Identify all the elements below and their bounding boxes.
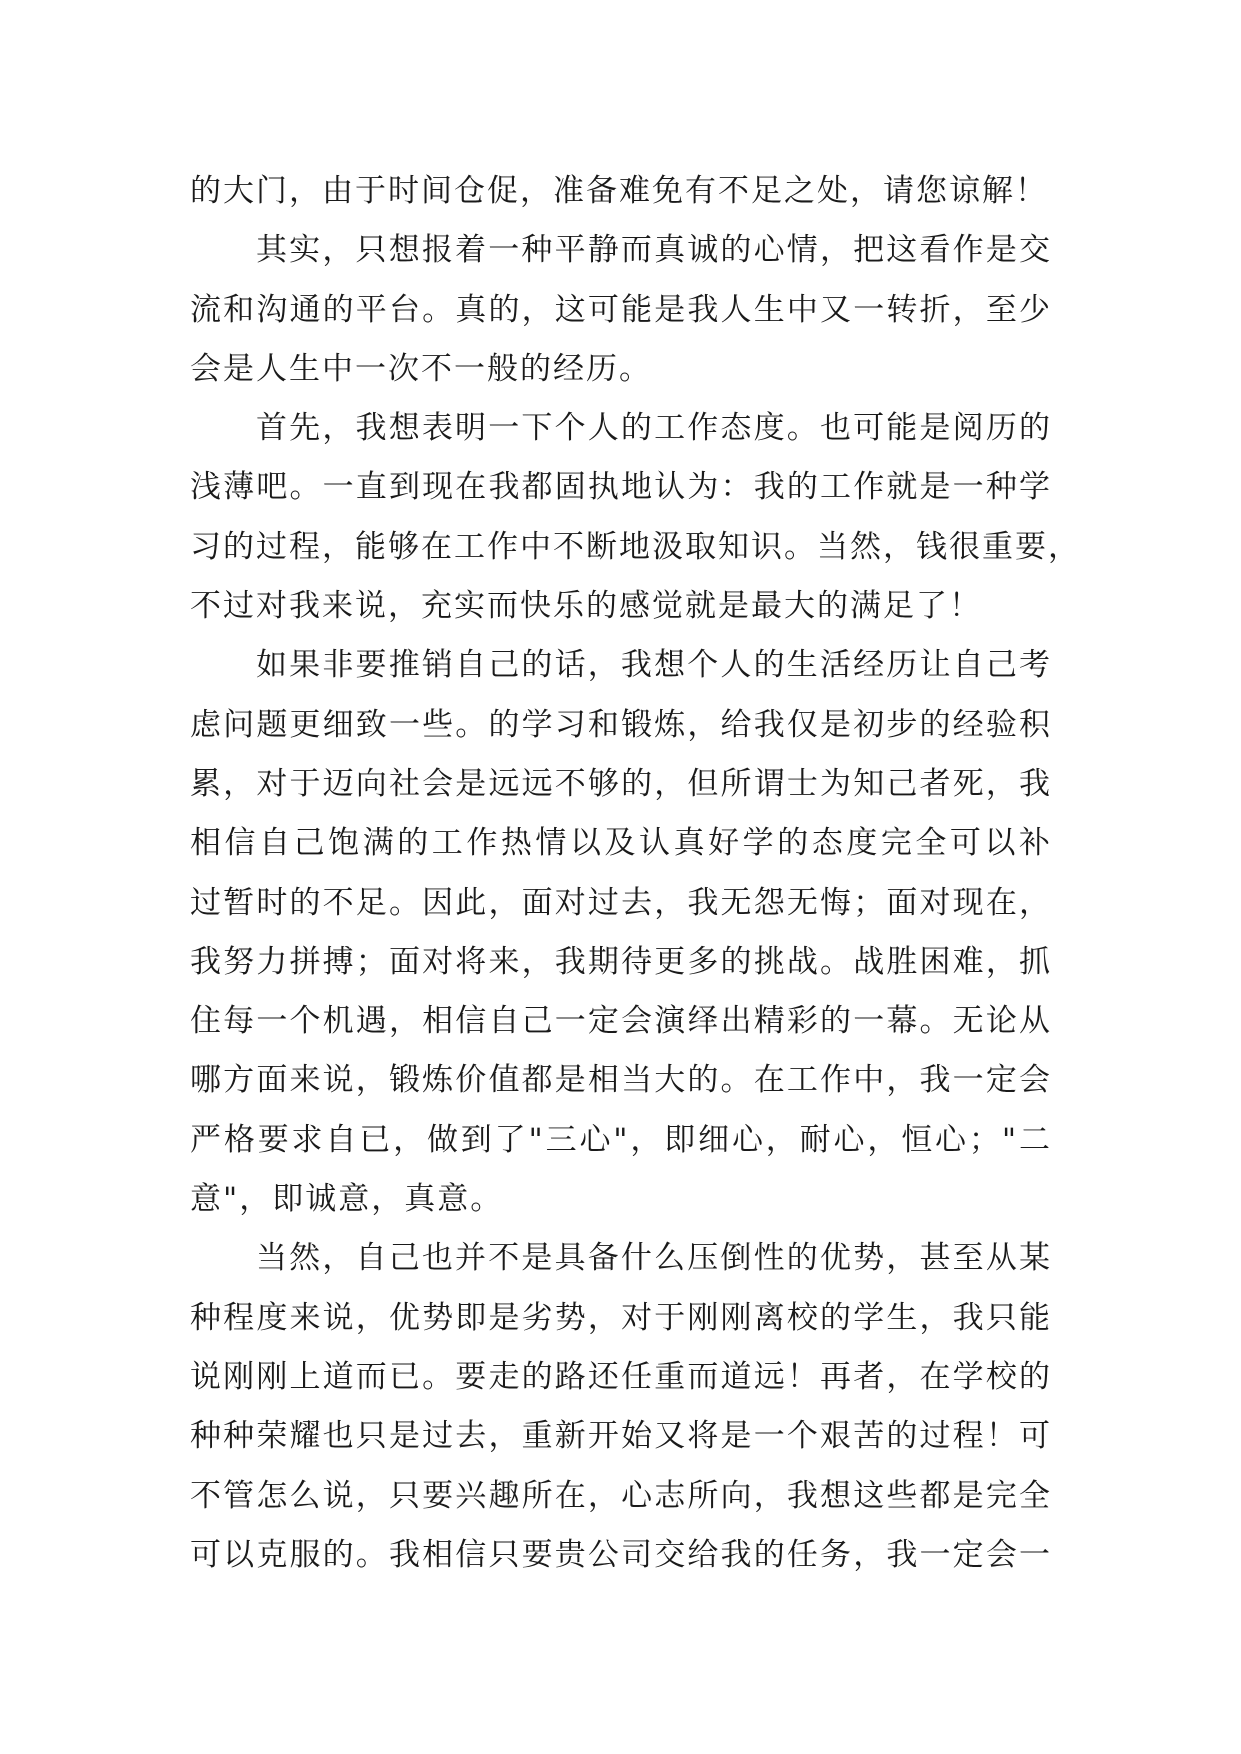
paragraph xyxy=(190,399,1081,636)
text-line: 浅薄吧。一直到现在我都固执地认为：我的工作就是一种学 xyxy=(190,469,1052,506)
text-line: 不管怎么说，只要兴趣所在，心志所向，我想这些都是完全 xyxy=(190,1477,1052,1514)
text-line: 住每一个机遇，相信自己一定会演绎出精彩的一幕。无论从 xyxy=(190,1003,1052,1040)
text-line: 种程度来说，优势即是劣势，对于刚刚离校的学生，我只能 xyxy=(190,1299,1052,1336)
paragraph xyxy=(190,1229,1052,1585)
text-line: 哪方面来说，锻炼价值都是相当大的。在工作中，我一定会 xyxy=(190,1062,1052,1099)
paragraph xyxy=(190,162,1052,221)
text-line: 首先，我想表明一下个人的工作态度。也可能是阅历的 xyxy=(256,410,1052,447)
paragraph xyxy=(190,221,1052,399)
text-line: 相信自己饱满的工作热情以及认真好学的态度完全可以补 xyxy=(190,825,1052,862)
paragraph xyxy=(190,636,1052,1229)
text-line: 习的过程，能够在工作中不断地汲取知识。当然，钱很重要， xyxy=(190,528,1081,565)
text-line: 严格要求自已，做到了"三心"，即细心，耐心，恒心；"二 xyxy=(190,1121,1052,1158)
text-line: 说刚刚上道而已。要走的路还任重而道远！再者，在学校的 xyxy=(190,1358,1052,1395)
text-line: 其实，只想报着一种平静而真诚的心情，把这看作是交 xyxy=(256,232,1052,269)
text-line: 会是人生中一次不一般的经历。 xyxy=(190,350,652,387)
text-line: 意"，即诚意，真意。 xyxy=(190,1181,504,1218)
text-line: 过暂时的不足。因此，面对过去，我无怨无悔；面对现在， xyxy=(190,884,1052,921)
document-body xyxy=(190,162,1081,1585)
text-line: 流和沟通的平台。真的，这可能是我人生中又一转折，至少 xyxy=(190,291,1052,328)
text-line: 累，对于迈向社会是远远不够的，但所谓士为知己者死，我 xyxy=(190,765,1052,802)
text-line: 如果非要推销自己的话，我想个人的生活经历让自己考 xyxy=(256,647,1052,684)
text-line: 虑问题更细致一些。的学习和锻炼，给我仅是初步的经验积 xyxy=(190,706,1052,743)
text-line: 我努力拼搏；面对将来，我期待更多的挑战。战胜困难，抓 xyxy=(190,943,1052,980)
text-line: 不过对我来说，充实而快乐的感觉就是最大的满足了！ xyxy=(190,588,982,625)
text-line: 可以克服的。我相信只要贵公司交给我的任务，我一定会一 xyxy=(190,1536,1052,1573)
text-line: 的大门，由于时间仓促，准备难免有不足之处，请您谅解！ xyxy=(190,173,1048,209)
text-line: 当然，自己也并不是具备什么压倒性的优势，甚至从某 xyxy=(256,1240,1052,1277)
text-line: 种种荣耀也只是过去，重新开始又将是一个艰苦的过程！可 xyxy=(190,1418,1052,1455)
